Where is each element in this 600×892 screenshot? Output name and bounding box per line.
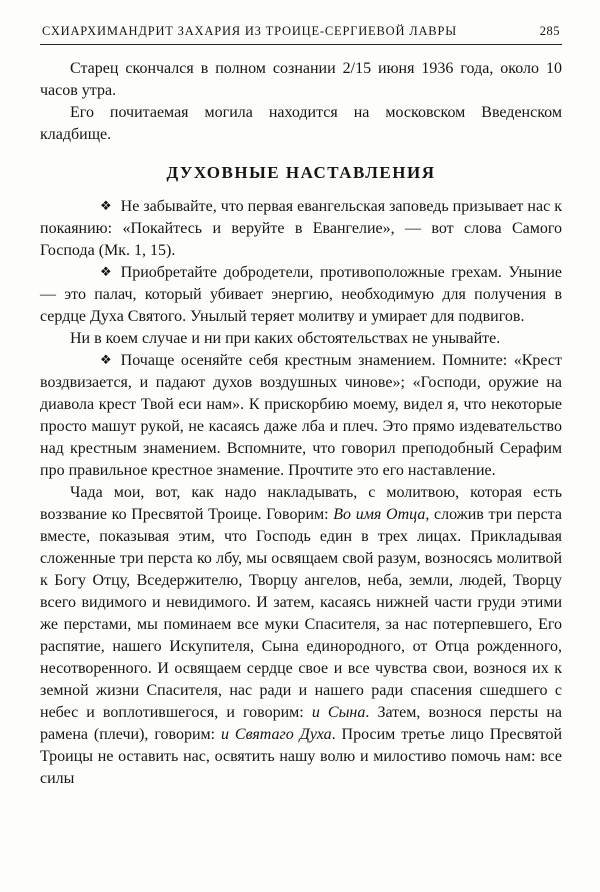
italic-segment: Во имя Отца xyxy=(333,506,426,523)
teaching-text: Ни в коем случае и ни при каких обстоятельствах не унывайте. xyxy=(70,330,501,347)
paragraph-text: Его почитаемая могила находится на московском Введенском кладбище. xyxy=(40,104,562,143)
running-title: СХИАРХИМАНДРИТ ЗАХАРИЯ ИЗ ТРОИЦЕ-СЕРГИЕВОЙ ЛАВРЫ xyxy=(42,24,457,38)
text-segment: , сложив три перста вместе, показывая этим, что Господь един в трех лицах. Прикладывая сложенные три перста ко лбу, мы освящаем свой разум, возносясь молитвой к Богу Отцу, Вседержителю, Творцу ангелов, неба, земли, людей, Творцу всего видимого и невидимого. И затем, касаясь нижней части груди этими же перстами, мы поминаем все муки Спасителя, за нас потерпевшего, Его распятие, нашего Искупителя, Сына единородного, от Отца рожденного, несотворенного. И освящаем сердце свое и все чувства свои, вознося их к земной жизни Спасителя, нас ради и нашего ради спасения сшедшего с небес и воплотившегося, и говорим: xyxy=(40,506,562,721)
paragraph-cross-instruction xyxy=(40,482,562,790)
paragraph-no-despair xyxy=(40,328,562,350)
teaching-item-virtues xyxy=(40,262,562,328)
italic-segment: и Святаго Духа xyxy=(221,726,332,743)
paragraph-text: Старец скончался в полном сознании 2/15 июня 1936 года, около 10 часов утра. xyxy=(40,60,562,99)
diamond-bullet-icon: ❖ xyxy=(100,198,112,213)
teaching-text: Не забывайте, что первая евангельская заповедь призывает нас к покаянию: «Покайтесь и веруйте в Евангелие», — вот слова Самого Господа (Мк. 1, 15). xyxy=(40,198,562,259)
diamond-bullet-icon: ❖ xyxy=(100,264,112,279)
teaching-text: Почаще осеняйте себя крестным знамением. Помните: «Крест воздвизается, и падают духов воздушных чинове»; «Господи, оружие на диавола крест Твой еси нам». К прискорбию моему, видел я, что некоторые просто машут рукой, не касаясь даже лба и плеч. Это прямо издевательство над крестным знамением. Вспомните, что говорил преподобный Серафим про правильное крестное знамение. Прочтите это его наставление. xyxy=(40,352,562,479)
text-segment: . Затем, вознося персты на рамена (плечи), говорим: xyxy=(40,704,562,743)
italic-segment: и Сына xyxy=(311,704,366,721)
teaching-item-sign-of-cross xyxy=(40,350,562,482)
page-body xyxy=(40,58,562,790)
teaching-item-repentance xyxy=(40,196,562,262)
header-rule xyxy=(40,44,562,45)
page-number: 285 xyxy=(539,24,560,38)
text-segment: . Просим третье лицо Пресвятой Троицы не оставить нас, освятить нашу волю и милостиво помочь нам: все силы xyxy=(40,726,563,787)
text-segment: Чада мои, вот, как надо накладывать, с молитвою, которая есть воззвание ко Пресвятой Троице. Говорим: xyxy=(40,484,562,523)
teaching-text: Приобретайте добродетели, противоположные грехам. Уныние — это палач, который убивает энергию, необходимую для получения в сердце Духа Святого. Унылый теряет молитву и умирает для подвигов. xyxy=(40,264,562,325)
paragraph-grave xyxy=(40,102,562,146)
section-heading: ДУХОВНЫЕ НАСТАВЛЕНИЯ xyxy=(166,163,436,182)
diamond-bullet-icon: ❖ xyxy=(100,352,112,367)
running-header xyxy=(40,24,562,44)
paragraph-death-date xyxy=(40,58,562,102)
